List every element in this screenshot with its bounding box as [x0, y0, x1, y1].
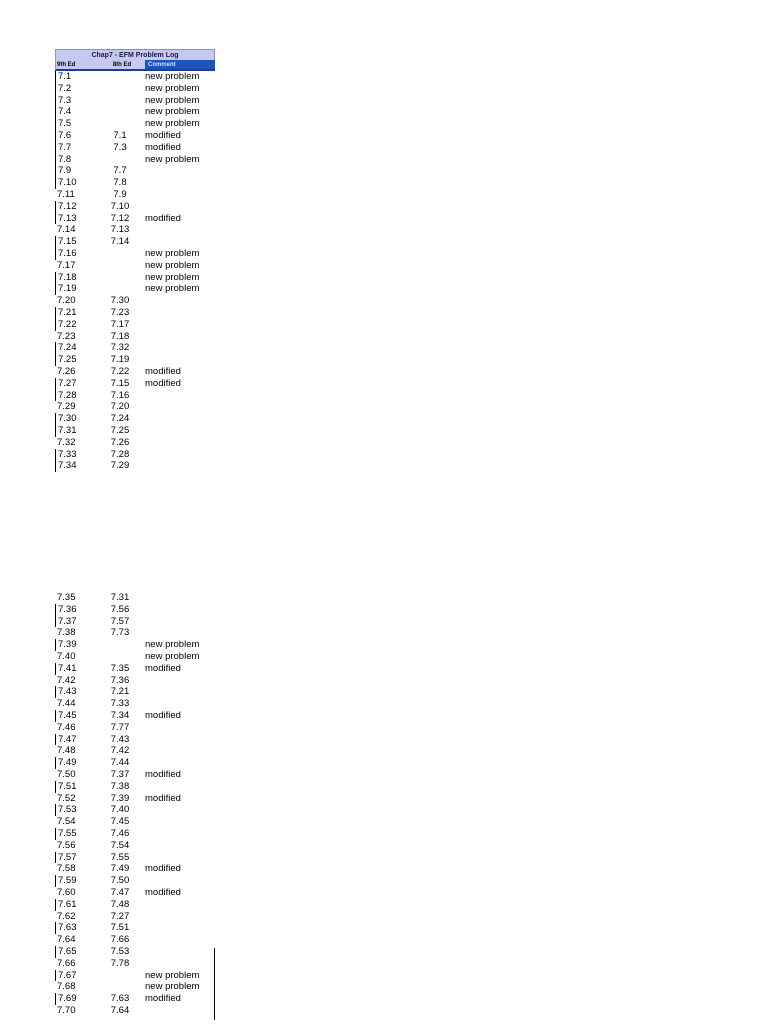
- cell-9th-ed: 7.70: [57, 1004, 76, 1016]
- table-row: [55, 922, 215, 934]
- cell-9th-ed: 7.30: [55, 413, 97, 425]
- cell-comment: [143, 875, 215, 887]
- cell-8th-ed: 7.46: [110, 827, 130, 839]
- cell-8th-ed: 7.30: [110, 295, 130, 307]
- table-row: [55, 686, 215, 698]
- table-row: [55, 757, 215, 769]
- table-row: [55, 710, 215, 722]
- cell-comment: modified: [145, 993, 181, 1005]
- table-row: [55, 83, 215, 95]
- cell-comment: modified: [145, 886, 181, 898]
- cell-comment: [143, 1005, 215, 1017]
- table-row: [55, 189, 215, 201]
- cell-comment: new problem: [145, 153, 200, 165]
- cell-9th-ed: 7.55: [55, 828, 97, 840]
- table-row: [55, 804, 215, 816]
- cell-comment: [143, 616, 215, 628]
- cell-8th-ed: 7.34: [110, 709, 130, 721]
- cell-8th-ed: [97, 970, 143, 982]
- cell-comment: [143, 295, 215, 307]
- cell-8th-ed: 7.37: [110, 768, 130, 780]
- table-row: [55, 260, 215, 272]
- table-row: [55, 331, 215, 343]
- cell-9th-ed: 7.35: [57, 592, 76, 603]
- table-row: [55, 354, 215, 366]
- cell-comment: [143, 224, 215, 236]
- cell-8th-ed: 7.53: [110, 945, 130, 957]
- header-9th-ed: 9th Ed: [57, 62, 76, 68]
- cell-8th-ed: 7.3: [113, 141, 127, 153]
- cell-9th-ed: 7.48: [57, 745, 76, 757]
- cell-8th-ed: 7.39: [110, 792, 130, 804]
- cell-comment: [143, 922, 215, 934]
- cell-9th-ed: 7.44: [57, 698, 76, 710]
- table-body-bottom: [55, 592, 215, 1017]
- table-row: [55, 177, 215, 189]
- cell-comment: [143, 899, 215, 911]
- cell-comment: [143, 722, 215, 734]
- table-row: [55, 283, 215, 295]
- cell-8th-ed: [97, 283, 143, 295]
- table-row: [55, 852, 215, 864]
- cell-9th-ed: 7.64: [57, 934, 76, 946]
- cell-comment: [143, 745, 215, 757]
- cell-8th-ed: [97, 981, 143, 993]
- cell-9th-ed: 7.27: [55, 378, 97, 390]
- cell-comment: new problem: [145, 271, 200, 283]
- cell-comment: new problem: [145, 71, 200, 82]
- cell-comment: [143, 342, 215, 354]
- cell-8th-ed: 7.43: [110, 733, 130, 745]
- cell-comment: [143, 319, 215, 331]
- problem-log-sheet-top: [55, 49, 215, 472]
- table-row: [55, 993, 215, 1005]
- table-row: [55, 201, 215, 213]
- cell-comment: [143, 354, 215, 366]
- cell-comment: [143, 189, 215, 201]
- cell-8th-ed: [97, 106, 143, 118]
- problem-log-sheet-bottom: [55, 592, 215, 1017]
- cell-8th-ed: 7.19: [110, 354, 130, 366]
- cell-8th-ed: 7.55: [110, 851, 130, 863]
- cell-9th-ed: 7.40: [57, 650, 76, 662]
- cell-9th-ed: 7.13: [55, 213, 97, 225]
- table-row: [55, 390, 215, 402]
- table-row: [55, 639, 215, 651]
- cell-comment: [143, 307, 215, 319]
- cell-8th-ed: 7.35: [110, 662, 130, 674]
- cell-8th-ed: [97, 248, 143, 260]
- cell-comment: new problem: [145, 118, 200, 130]
- table-row: [55, 413, 215, 425]
- table-row: [55, 722, 215, 734]
- cell-9th-ed: 7.50: [57, 768, 76, 780]
- cell-comment: modified: [145, 662, 181, 674]
- cell-comment: [143, 627, 215, 639]
- cell-comment: [143, 734, 215, 746]
- cell-8th-ed: 7.1: [113, 129, 127, 141]
- cell-9th-ed: 7.28: [55, 390, 97, 402]
- cell-8th-ed: 7.51: [110, 922, 130, 934]
- table-row: [55, 793, 215, 805]
- cell-comment: [143, 165, 215, 177]
- cell-comment: [143, 401, 215, 413]
- cell-9th-ed: 7.29: [57, 401, 76, 413]
- table-row: [55, 627, 215, 639]
- cell-9th-ed: 7.43: [55, 686, 97, 698]
- table-row: [55, 970, 215, 982]
- cell-comment: [143, 816, 215, 828]
- cell-8th-ed: 7.28: [110, 448, 130, 460]
- table-row: [55, 911, 215, 923]
- cell-8th-ed: 7.50: [110, 875, 130, 887]
- cell-8th-ed: 7.29: [110, 460, 130, 472]
- cell-comment: [143, 686, 215, 698]
- cell-8th-ed: 7.33: [110, 698, 130, 710]
- table-row: [55, 698, 215, 710]
- cell-9th-ed: 7.42: [57, 674, 76, 686]
- cell-8th-ed: 7.24: [110, 413, 130, 425]
- cell-comment: new problem: [145, 639, 200, 651]
- cell-comment: new problem: [145, 247, 200, 259]
- table-row: [55, 118, 215, 130]
- cell-9th-ed: 7.53: [55, 804, 97, 816]
- cell-9th-ed: 7.19: [55, 283, 97, 295]
- cell-comment: modified: [145, 768, 181, 780]
- cell-comment: modified: [145, 212, 181, 224]
- cell-8th-ed: 7.73: [110, 627, 130, 639]
- table-row: [55, 828, 215, 840]
- cell-9th-ed: 7.15: [55, 236, 97, 248]
- cell-9th-ed: 7.34: [55, 460, 97, 472]
- table-row: [55, 213, 215, 225]
- table-row: [55, 981, 215, 993]
- cell-9th-ed: 7.68: [57, 981, 76, 993]
- cell-8th-ed: 7.7: [113, 165, 127, 177]
- cell-9th-ed: 7.69: [55, 993, 97, 1005]
- cell-8th-ed: 7.45: [110, 816, 130, 828]
- cell-8th-ed: 7.56: [110, 603, 130, 615]
- table-row: [55, 934, 215, 946]
- cell-8th-ed: [97, 95, 143, 107]
- cell-comment: [143, 390, 215, 402]
- cell-comment: modified: [145, 141, 181, 153]
- cell-comment: [143, 413, 215, 425]
- cell-comment: [143, 177, 215, 189]
- table-row: [55, 307, 215, 319]
- cell-9th-ed: 7.20: [57, 295, 76, 307]
- cell-8th-ed: 7.9: [113, 188, 127, 200]
- cell-8th-ed: 7.25: [110, 424, 130, 436]
- table-row: [55, 236, 215, 248]
- cell-comment: [143, 675, 215, 687]
- cell-8th-ed: 7.13: [110, 224, 130, 236]
- cell-8th-ed: [97, 260, 143, 272]
- table-row: [55, 946, 215, 958]
- cell-9th-ed: 7.3: [55, 95, 97, 107]
- cell-8th-ed: 7.77: [110, 721, 130, 733]
- cell-9th-ed: 7.5: [55, 118, 97, 130]
- cell-9th-ed: 7.49: [55, 757, 97, 769]
- cell-9th-ed: 7.41: [55, 663, 97, 675]
- table-row: [55, 734, 215, 746]
- cell-9th-ed: 7.1: [55, 71, 97, 83]
- cell-8th-ed: 7.18: [110, 330, 130, 342]
- cell-8th-ed: 7.64: [110, 1004, 130, 1016]
- cell-8th-ed: 7.32: [110, 342, 130, 354]
- cell-comment: [143, 934, 215, 946]
- cell-comment: new problem: [145, 94, 200, 106]
- cell-8th-ed: 7.66: [110, 934, 130, 946]
- table-row: [55, 816, 215, 828]
- header-comment: Comment: [145, 60, 215, 69]
- cell-9th-ed: 7.52: [57, 792, 76, 804]
- cell-9th-ed: 7.37: [55, 616, 97, 628]
- cell-9th-ed: 7.57: [55, 852, 97, 864]
- cell-8th-ed: 7.21: [110, 686, 130, 698]
- table-row: [55, 154, 215, 166]
- cell-comment: modified: [145, 863, 181, 875]
- cell-8th-ed: 7.38: [110, 780, 130, 792]
- cell-comment: [143, 331, 215, 343]
- cell-8th-ed: 7.54: [110, 839, 130, 851]
- cell-comment: [143, 840, 215, 852]
- cell-comment: [143, 437, 215, 449]
- cell-8th-ed: [97, 639, 143, 651]
- table-row: [55, 958, 215, 970]
- table-row: [55, 142, 215, 154]
- cell-comment: new problem: [145, 82, 200, 94]
- cell-comment: new problem: [145, 969, 200, 981]
- table-row: [55, 71, 215, 83]
- cell-comment: [143, 958, 215, 970]
- cell-8th-ed: 7.47: [110, 886, 130, 898]
- table-row: [55, 863, 215, 875]
- cell-8th-ed: [97, 83, 143, 95]
- cell-9th-ed: 7.58: [57, 863, 76, 875]
- column-divider-line: [214, 948, 215, 1020]
- cell-9th-ed: 7.21: [55, 307, 97, 319]
- cell-9th-ed: 7.38: [57, 627, 76, 639]
- table-row: [55, 887, 215, 899]
- cell-comment: [143, 201, 215, 213]
- cell-8th-ed: 7.10: [110, 200, 130, 212]
- cell-comment: [143, 592, 215, 604]
- table-row: [55, 165, 215, 177]
- cell-9th-ed: 7.23: [57, 330, 76, 342]
- table-row: [55, 342, 215, 354]
- cell-8th-ed: 7.31: [110, 592, 130, 603]
- cell-9th-ed: 7.26: [57, 365, 76, 377]
- cell-comment: [143, 460, 215, 472]
- cell-comment: [143, 604, 215, 616]
- cell-8th-ed: 7.26: [110, 436, 130, 448]
- table-row: [55, 592, 215, 604]
- cell-8th-ed: 7.15: [110, 377, 130, 389]
- cell-comment: new problem: [145, 981, 200, 993]
- cell-9th-ed: 7.32: [57, 436, 76, 448]
- cell-comment: [143, 425, 215, 437]
- cell-comment: [143, 852, 215, 864]
- cell-comment: [143, 946, 215, 958]
- table-row: [55, 1005, 215, 1017]
- cell-9th-ed: 7.12: [55, 201, 97, 213]
- cell-8th-ed: 7.63: [110, 993, 130, 1005]
- table-row: [55, 130, 215, 142]
- table-row: [55, 272, 215, 284]
- cell-comment: [143, 804, 215, 816]
- cell-8th-ed: [97, 118, 143, 130]
- cell-9th-ed: 7.59: [55, 875, 97, 887]
- table-body-top: [55, 71, 215, 472]
- cell-8th-ed: 7.12: [110, 212, 130, 224]
- cell-comment: modified: [145, 129, 181, 141]
- cell-8th-ed: 7.57: [110, 615, 130, 627]
- cell-8th-ed: [97, 154, 143, 166]
- cell-8th-ed: 7.14: [110, 236, 130, 248]
- cell-9th-ed: 7.11: [57, 188, 75, 200]
- cell-comment: [143, 828, 215, 840]
- table-row: [55, 745, 215, 757]
- cell-9th-ed: 7.46: [57, 721, 76, 733]
- cell-9th-ed: 7.25: [55, 354, 97, 366]
- cell-9th-ed: 7.51: [55, 781, 97, 793]
- cell-9th-ed: 7.33: [55, 449, 97, 461]
- cell-9th-ed: 7.65: [55, 946, 97, 958]
- cell-9th-ed: 7.10: [55, 177, 97, 189]
- table-row: [55, 651, 215, 663]
- sheet-title: Chap7 - EFM Problem Log: [55, 49, 215, 60]
- cell-9th-ed: 7.47: [55, 734, 97, 746]
- cell-9th-ed: 7.45: [55, 710, 97, 722]
- cell-comment: new problem: [145, 283, 200, 295]
- cell-9th-ed: 7.9: [55, 165, 97, 177]
- cell-8th-ed: 7.36: [110, 674, 130, 686]
- table-row: [55, 875, 215, 887]
- cell-comment: modified: [145, 365, 181, 377]
- cell-8th-ed: 7.44: [110, 757, 130, 769]
- cell-8th-ed: 7.22: [110, 365, 130, 377]
- cell-8th-ed: [97, 272, 143, 284]
- cell-9th-ed: 7.6: [55, 130, 97, 142]
- table-row: [55, 319, 215, 331]
- table-row: [55, 604, 215, 616]
- cell-9th-ed: 7.39: [55, 639, 97, 651]
- cell-comment: modified: [145, 377, 181, 389]
- table-row: [55, 295, 215, 307]
- table-row: [55, 437, 215, 449]
- cell-comment: [143, 449, 215, 461]
- table-row: [55, 769, 215, 781]
- table-row: [55, 781, 215, 793]
- cell-comment: new problem: [145, 650, 200, 662]
- cell-8th-ed: 7.17: [110, 318, 130, 330]
- cell-8th-ed: 7.48: [110, 898, 130, 910]
- cell-9th-ed: 7.4: [55, 106, 97, 118]
- cell-9th-ed: 7.67: [55, 970, 97, 982]
- table-row: [55, 675, 215, 687]
- cell-9th-ed: 7.60: [57, 886, 76, 898]
- cell-8th-ed: 7.40: [110, 804, 130, 816]
- cell-9th-ed: 7.8: [55, 154, 97, 166]
- cell-comment: new problem: [145, 259, 200, 271]
- table-row: [55, 401, 215, 413]
- cell-8th-ed: 7.27: [110, 910, 130, 922]
- cell-9th-ed: 7.24: [55, 342, 97, 354]
- cell-9th-ed: 7.22: [55, 319, 97, 331]
- cell-8th-ed: 7.23: [110, 306, 130, 318]
- table-row: [55, 449, 215, 461]
- cell-comment: modified: [145, 792, 181, 804]
- table-row: [55, 840, 215, 852]
- cell-9th-ed: 7.63: [55, 922, 97, 934]
- cell-9th-ed: 7.61: [55, 899, 97, 911]
- cell-9th-ed: 7.2: [55, 83, 97, 95]
- table-row: [55, 106, 215, 118]
- cell-9th-ed: 7.36: [55, 604, 97, 616]
- cell-9th-ed: 7.56: [57, 839, 76, 851]
- table-row: [55, 95, 215, 107]
- cell-comment: [143, 911, 215, 923]
- table-row: [55, 366, 215, 378]
- table-row: [55, 248, 215, 260]
- cell-8th-ed: [97, 651, 143, 663]
- table-row: [55, 663, 215, 675]
- cell-9th-ed: 7.66: [57, 957, 76, 969]
- cell-8th-ed: 7.16: [110, 389, 130, 401]
- cell-comment: [143, 698, 215, 710]
- cell-8th-ed: 7.49: [110, 863, 130, 875]
- cell-8th-ed: 7.42: [110, 745, 130, 757]
- cell-9th-ed: 7.18: [55, 272, 97, 284]
- table-row: [55, 224, 215, 236]
- cell-comment: modified: [145, 709, 181, 721]
- cell-8th-ed: [97, 71, 143, 83]
- cell-9th-ed: 7.62: [57, 910, 76, 922]
- cell-9th-ed: 7.31: [55, 425, 97, 437]
- cell-8th-ed: 7.8: [113, 177, 127, 189]
- table-row: [55, 899, 215, 911]
- cell-comment: [143, 757, 215, 769]
- header-8th-ed: 8th Ed: [112, 62, 132, 68]
- cell-9th-ed: 7.17: [57, 259, 76, 271]
- cell-9th-ed: 7.16: [55, 248, 97, 260]
- column-header-row: [55, 60, 215, 71]
- table-row: [55, 378, 215, 390]
- cell-comment: new problem: [145, 106, 200, 118]
- cell-8th-ed: 7.78: [110, 957, 130, 969]
- cell-9th-ed: 7.7: [55, 142, 97, 154]
- cell-9th-ed: 7.14: [57, 224, 76, 236]
- cell-comment: [143, 236, 215, 248]
- cell-comment: [143, 781, 215, 793]
- table-row: [55, 425, 215, 437]
- table-row: [55, 460, 215, 472]
- table-row: [55, 616, 215, 628]
- cell-8th-ed: 7.20: [110, 401, 130, 413]
- cell-9th-ed: 7.54: [57, 816, 76, 828]
